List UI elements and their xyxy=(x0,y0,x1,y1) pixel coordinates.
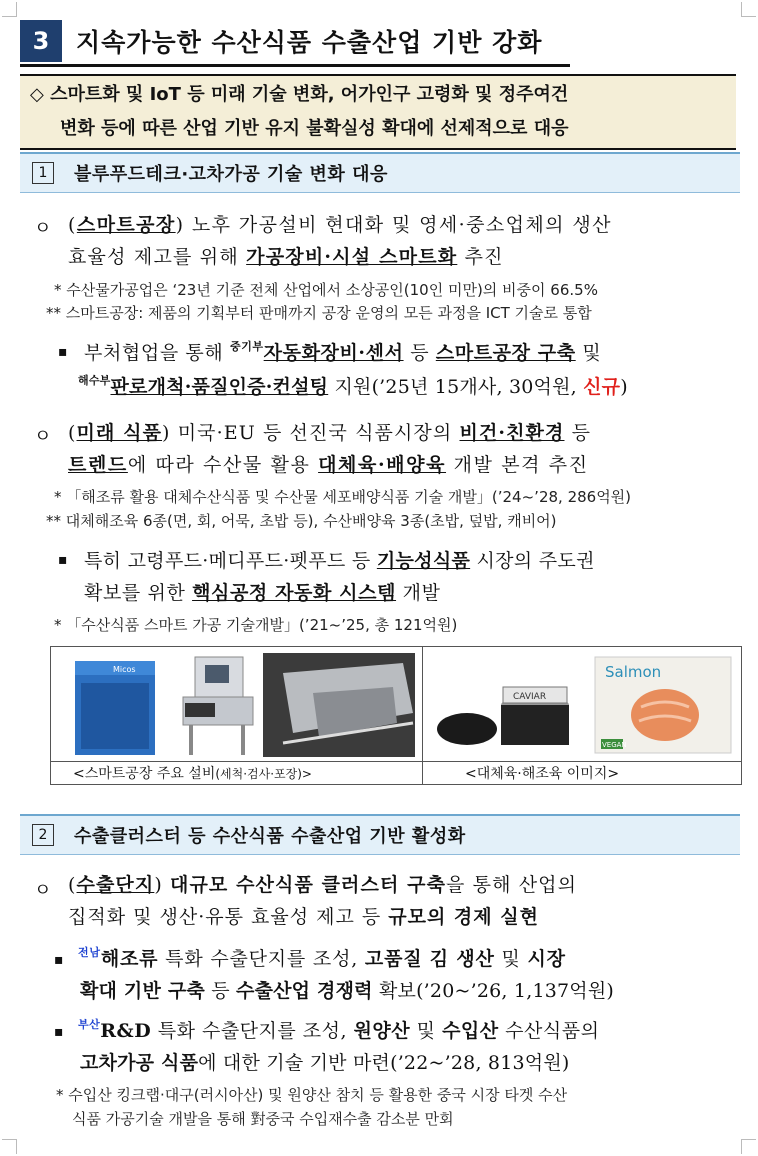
image-caption-left: <스마트공장 주요 설비(세척·검사·포장)> xyxy=(73,766,312,782)
paragraph-line: 집적화 및 생산·유통 효율성 제고 등 규모의 경제 실현 xyxy=(68,906,539,928)
caviar-photo xyxy=(433,653,583,757)
footnote: ** 대체해조육 6종(면, 회, 어묵, 초밥 등), 수산배양육 3종(초밥, 덮밥, 캐비어) xyxy=(46,512,557,530)
summary-line-2: 변화 등에 따른 산업 기반 유지 불확실성 확대에 선제적으로 대응 xyxy=(60,118,569,139)
square-bullet: ▪ xyxy=(58,344,68,360)
summary-line-1: ◇ 스마트화 및 IoT 등 미래 기술 변화, 어가인구 고령화 및 정주여건 xyxy=(30,84,569,105)
section-title: 지속가능한 수산식품 수출산업 기반 강화 xyxy=(76,28,543,57)
image-caption-right: <대체육·해조육 이미지> xyxy=(465,766,620,782)
paragraph-line: (수출단지) 대규모 수산식품 클러스터 구축을 통해 산업의 xyxy=(68,874,578,896)
keyword: 기능성식품 xyxy=(376,550,471,572)
footnote: 식품 가공기술 개발을 통해 對중국 수입재수출 감소분 만회 xyxy=(72,1110,454,1128)
machine-brand: Micos xyxy=(113,665,136,674)
footnote: * 수입산 킹크랩·대구(러시아산) 및 원양산 참치 등 활용한 중국 시장 타겟 수산 xyxy=(56,1086,568,1104)
paragraph-line: 확대 기반 구축 등 수출산업 경쟁력 확보(’20~’26, 1,137억원) xyxy=(80,980,615,1002)
subsection-number: 1 xyxy=(32,162,54,184)
keyword: 자동화장비·센서 xyxy=(263,342,404,364)
section-header xyxy=(20,18,570,67)
jar-label-text: CAVIAR xyxy=(513,692,547,702)
paragraph-line: $^{전남}$해조류 특화 수출단지를 조성, 고품질 김 생산 및 시장 xyxy=(78,946,566,970)
caviar-jar xyxy=(501,705,569,745)
vegan-salmon-photo xyxy=(591,653,737,757)
machine-conveyor xyxy=(185,703,215,717)
equipment-photo xyxy=(263,653,415,757)
paragraph-line: 트렌드에 따라 수산물 활용 대체육·배양육 개발 본격 추진 xyxy=(68,454,589,476)
keyword: 수출단지 xyxy=(76,874,155,896)
subsection-number: 2 xyxy=(32,824,54,846)
caption-divider xyxy=(51,761,741,762)
machine-screen xyxy=(205,665,229,683)
circle-bullet: ㅇ xyxy=(34,880,52,901)
keyword: 가공장비·시설 스마트화 xyxy=(246,246,458,268)
section-number: 3 xyxy=(20,20,62,62)
equipment-photo xyxy=(69,653,161,757)
vegan-badge-text: VEGAN xyxy=(602,741,627,749)
keyword: 대체육·배양육 xyxy=(318,454,447,476)
paragraph-line: $^{부산}$R&D 특화 수출단지를 조성, 원양산 및 수입산 수산식품의 xyxy=(78,1018,600,1042)
paragraph-line: 특히 고령푸드·메디푸드·펫푸드 등 기능성식품 시장의 주도권 xyxy=(84,550,595,572)
keyword: 수입산 xyxy=(442,1020,499,1042)
image-divider xyxy=(422,647,423,784)
keyword: 판로개척·품질인증·컨설팅 xyxy=(110,376,329,398)
square-bullet: ▪ xyxy=(58,552,68,568)
machine-leg xyxy=(241,725,245,755)
keyword: 트렌드 xyxy=(68,454,128,476)
keyword: 규모의 경제 실현 xyxy=(388,906,539,928)
keyword: 미래 식품 xyxy=(76,422,163,444)
summary-box xyxy=(20,74,736,150)
caviar-pile xyxy=(437,713,497,745)
square-bullet: ▪ xyxy=(54,952,64,968)
paragraph-line: 효율성 제고를 위해 가공장비·시설 스마트화 추진 xyxy=(68,246,504,268)
machine-panel xyxy=(81,683,149,749)
equipment-photo xyxy=(179,653,255,757)
machine-leg xyxy=(189,725,193,755)
circle-bullet: ㅇ xyxy=(34,426,52,447)
paragraph-line: $^{해수부}$판로개척·품질인증·컨설팅 지원(’25년 15개사, 30억원, 신규) xyxy=(78,374,628,398)
new-badge: 신규 xyxy=(583,376,621,398)
page-corner-mark xyxy=(2,1139,17,1154)
subsection-title: 수출클러스터 등 수산식품 수출산업 기반 활성화 xyxy=(74,826,466,847)
keyword: 스마트공장 xyxy=(76,214,176,236)
keyword: 고품질 김 생산 xyxy=(364,948,495,970)
keyword: 대규모 수산식품 클러스터 구축 xyxy=(170,874,447,896)
paragraph-line: (미래 식품) 미국·EU 등 선진국 식품시장의 비건·친환경 등 xyxy=(68,422,592,444)
page-corner-mark xyxy=(2,2,17,17)
circle-bullet: ㅇ xyxy=(34,218,52,239)
keyword: 고차가공 식품 xyxy=(80,1052,199,1074)
keyword: 해조류 xyxy=(100,948,159,970)
page-corner-mark xyxy=(741,2,756,17)
subsection-header-1 xyxy=(20,152,740,193)
paragraph-line: 부처협업을 통해 $^{중기부}$자동화장비·센서 등 스마트공장 구축 및 xyxy=(84,340,602,364)
page-corner-mark xyxy=(741,1139,756,1154)
subsection-title: 블루푸드테크·고차가공 기술 변화 대응 xyxy=(74,164,388,185)
subsection-header-2 xyxy=(20,814,740,855)
image-table xyxy=(50,646,742,785)
keyword: 원양산 xyxy=(353,1020,411,1042)
package-brand: Salmon xyxy=(605,663,662,681)
footnote: * 「수산식품 스마트 가공 기술개발」(’21~’25, 총 121억원) xyxy=(54,616,458,634)
footnote: * 「해조류 활용 대체수산식품 및 수산물 세포배양식품 기술 개발」(’24~’28, 286억원) xyxy=(54,488,632,506)
square-bullet: ▪ xyxy=(54,1024,64,1040)
keyword: 확대 기반 구축 xyxy=(80,980,205,1002)
keyword: R&D xyxy=(100,1020,152,1042)
keyword: 스마트공장 구축 xyxy=(435,342,576,364)
paragraph-line: 고차가공 식품에 대한 기술 기반 마련(’22~’28, 813억원) xyxy=(80,1052,570,1074)
footnote: * 수산물가공업은 ‘23년 기준 전체 산업에서 소상공인(10인 미만)의 비중이 66.5% xyxy=(54,281,598,299)
footnote: ** 스마트공장: 제품의 기획부터 판매까지 공장 운영의 모든 과정을 ICT 기술로 통합 xyxy=(46,304,592,322)
keyword: 수출산업 경쟁력 xyxy=(236,980,373,1002)
paragraph-line: (스마트공장) 노후 가공설비 현대화 및 영세·중소업체의 생산 xyxy=(68,214,612,236)
keyword: 핵심공정 자동화 시스템 xyxy=(192,582,397,604)
keyword: 시장 xyxy=(527,948,566,970)
keyword: 비건·친환경 xyxy=(459,422,565,444)
paragraph-line: 확보를 위한 핵심공정 자동화 시스템 개발 xyxy=(84,582,441,604)
